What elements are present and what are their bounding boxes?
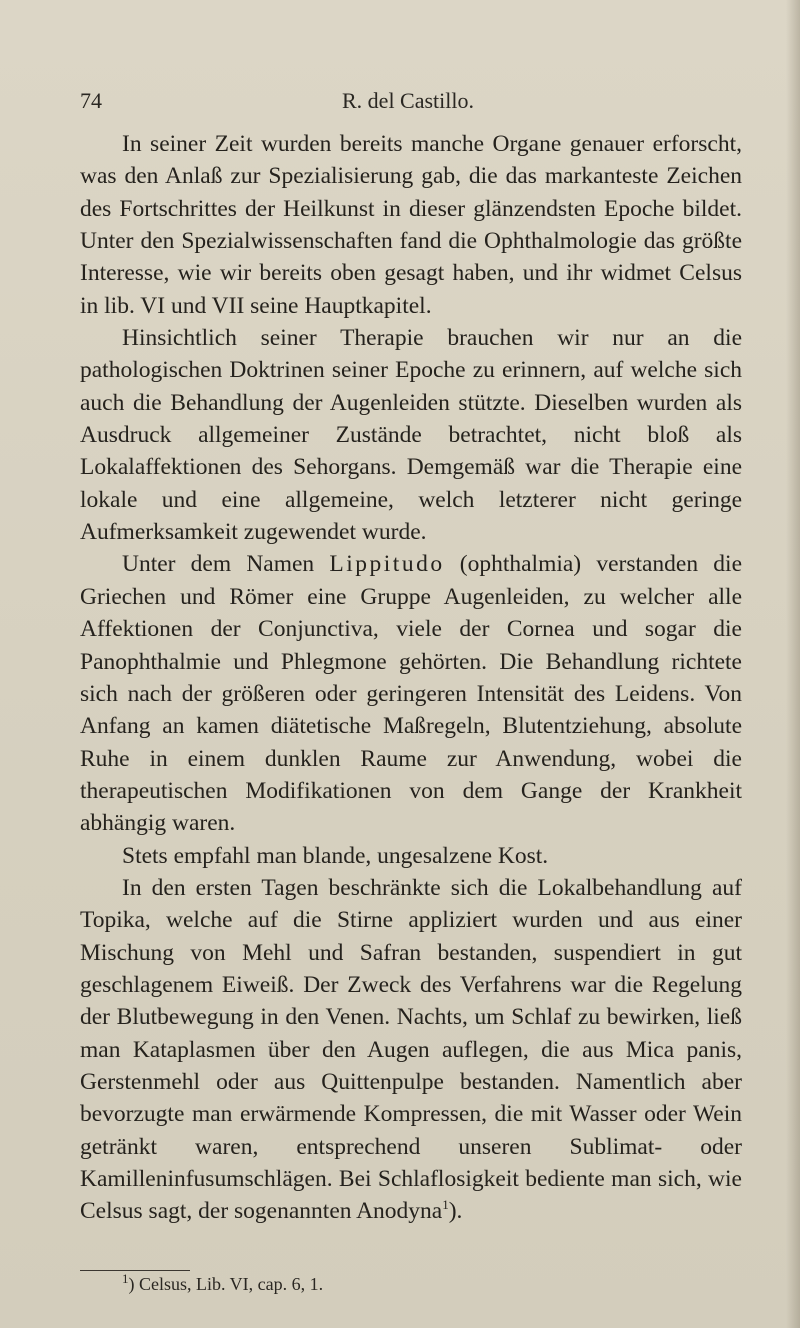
footnote-text: Celsus, Lib. VI, cap. 6, 1. — [134, 1274, 324, 1294]
paragraph-2: Hinsichtlich seiner Therapie brauchen wir nur an die pathologischen Doktrinen seiner Epoche zu erinnern, auf welche sich auch die Behandlung der Augenleiden stützte. Dieselben wurden als Ausdruck allgemeiner Zustände betrachtet, nicht bloß als Lokalaffektionen des Sehorgans. Demgemäß war die Therapie eine lokale und eine allgemeine, welch letzterer nicht geringe Aufmerksamkeit zugewendet wurde. — [80, 325, 742, 546]
paragraph-5-text: In den ersten Tagen beschränkte sich die Lokalbehandlung auf Topika, welche auf die Stirne appliziert wurden und aus einer Mischung von Mehl und Safran bestanden, suspendiert in gut geschlagenem Eiweiß. Der Zweck des Verfahrens war die Regelung der Blutbewegung in den Venen. Nachts, um Schlaf zu bewirken, ließ man Kataplasmen über den Augen auflegen, die aus Mica panis, Gerstenmehl oder aus Quittenpulpe bestanden. Namentlich aber bevorzugte man erwärmende Kompressen, die mit Wasser oder Wein getränkt waren, entsprechend unseren Sublimat- oder Kamilleninfusumschlägen. Bei Schlaflosigkeit bediente man sich, wie Celsus sagt, der sogenannten Anodyna — [80, 874, 742, 1225]
page-edge-shadow — [786, 0, 800, 1328]
paragraph-5 — [80, 872, 742, 1228]
paragraph-3 — [80, 548, 742, 839]
footnote-reference: 1 — [442, 1197, 449, 1213]
footnote-paren: ) — [128, 1274, 135, 1294]
paragraph-4: Stets empfahl man blande, ungesalzene Kost. — [122, 842, 549, 869]
page-header — [80, 88, 720, 118]
body-text — [80, 128, 742, 1228]
paragraph-5-end: ). — [448, 1198, 463, 1225]
footnote-divider — [80, 1270, 190, 1271]
paragraph-3-start: Unter dem Namen — [122, 551, 330, 578]
running-head: R. del Castillo. — [342, 88, 474, 113]
paragraph-3-rest: (ophthalmia) verstanden die Griechen und Römer eine Gruppe Augenleiden, zu welcher alle Affektionen der Conjunctiva, viele der Cornea und sogar die Panophthalmie und Phlegmone gehörten. Die Behandlung richtete sich nach der größeren oder geringeren Intensität des Leidens. Von Anfang an kamen diätetische Maßregeln, Blutentziehung, absolute Ruhe in einem dunklen Raume zur Anwendung, wobei die therapeutischen Modifikationen von dem Gange der Krankheit abhängig waren. — [80, 551, 742, 837]
paragraph-1: In seiner Zeit wurden bereits manche Organe genauer erforscht, was den Anlaß zur Spezialisierung gab, die das markanteste Zeichen des Fortschrittes der Heilkunst in dieser glänzendsten Epoche bildet. Unter den Spezialwissenschaften fand die Ophthalmologie das größte Interesse, wie wir bereits oben gesagt haben, und ihr widmet Celsus in lib. VI und VII seine Hauptkapitel. — [80, 131, 742, 319]
footnote — [122, 1271, 324, 1295]
footnote-mark: 1 — [122, 1271, 129, 1286]
page-number: 74 — [80, 88, 102, 113]
term-lippitudo: Lippitudo — [329, 551, 445, 578]
